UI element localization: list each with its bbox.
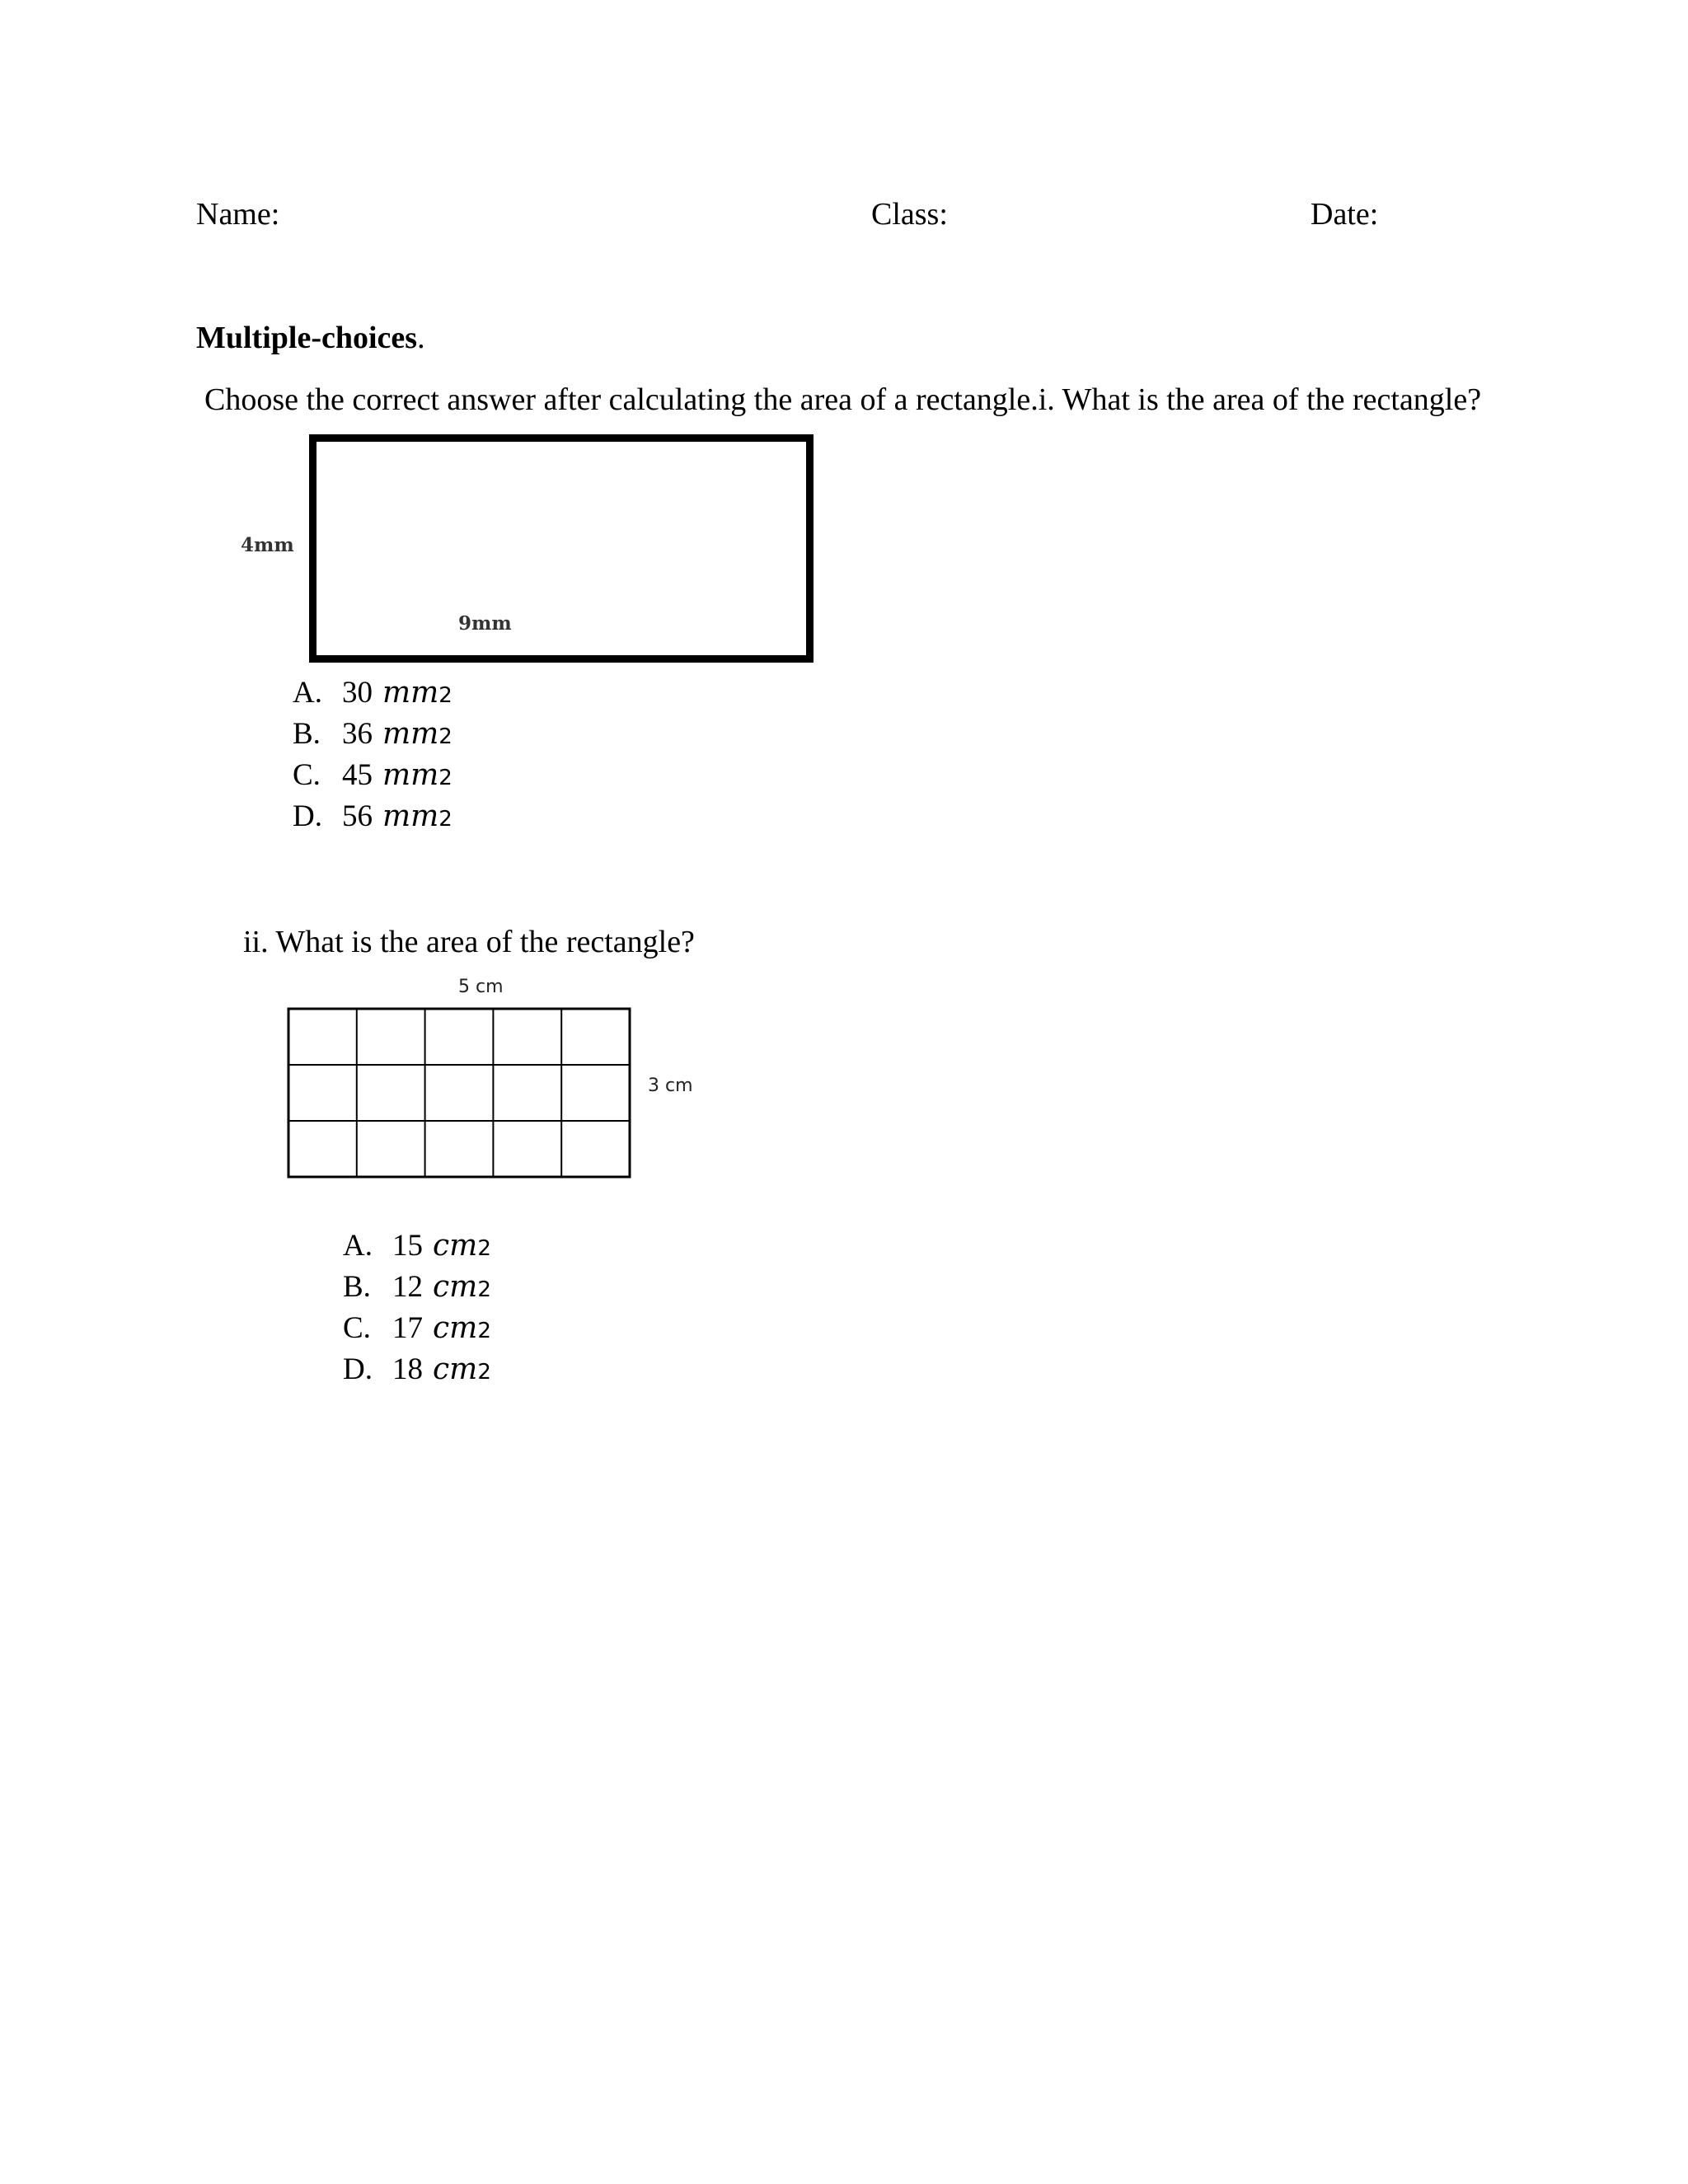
name-label: Name: bbox=[196, 197, 280, 232]
option-c[interactable] bbox=[343, 1308, 491, 1349]
question-1-options bbox=[293, 673, 452, 837]
section-title-bold: Multiple-choices bbox=[196, 321, 418, 355]
grid-outline bbox=[288, 1009, 630, 1177]
question-2-text: ii. What is the area of the rectangle? bbox=[243, 925, 695, 959]
option-letter: A. bbox=[293, 676, 322, 710]
option-exponent: 2 bbox=[438, 724, 452, 749]
option-letter: D. bbox=[293, 799, 322, 833]
rectangle-grid-figure-2 bbox=[287, 1007, 633, 1180]
option-d[interactable] bbox=[343, 1349, 491, 1390]
rectangle-1-height-label: 4mm bbox=[241, 534, 294, 556]
option-value: 56 bbox=[342, 799, 373, 833]
option-unit: mm bbox=[382, 799, 439, 833]
option-unit: cm bbox=[433, 1229, 478, 1263]
option-letter: A. bbox=[343, 1229, 373, 1263]
option-b[interactable] bbox=[293, 714, 452, 755]
rectangle-2-height-label: 3 cm bbox=[648, 1076, 693, 1096]
rectangle-1-width-label: 9mm bbox=[458, 612, 512, 635]
option-value: 15 bbox=[392, 1229, 423, 1263]
option-letter: B. bbox=[293, 717, 321, 751]
option-unit: cm bbox=[433, 1270, 478, 1304]
rectangle-2-width-label: 5 cm bbox=[458, 977, 504, 997]
rectangle-figure-1 bbox=[309, 434, 814, 663]
option-exponent: 2 bbox=[438, 683, 452, 708]
option-exponent: 2 bbox=[477, 1277, 491, 1302]
option-value: 17 bbox=[392, 1311, 423, 1345]
option-b[interactable] bbox=[343, 1267, 491, 1308]
option-letter: C. bbox=[343, 1311, 371, 1345]
option-d[interactable] bbox=[293, 796, 452, 837]
class-label: Class: bbox=[871, 197, 948, 232]
option-value: 36 bbox=[342, 717, 373, 751]
option-exponent: 2 bbox=[438, 766, 452, 790]
section-title-suffix: . bbox=[417, 321, 425, 355]
section-title bbox=[196, 320, 425, 356]
option-value: 18 bbox=[392, 1352, 423, 1386]
option-unit: mm bbox=[382, 717, 439, 751]
option-value: 12 bbox=[392, 1270, 423, 1304]
option-letter: B. bbox=[343, 1270, 371, 1304]
option-exponent: 2 bbox=[477, 1360, 491, 1385]
date-label: Date: bbox=[1311, 197, 1379, 232]
option-unit: mm bbox=[382, 758, 439, 792]
instruction-text: Choose the correct answer after calculating the area of a rectangle.i. What is the area of the rectangle? bbox=[204, 382, 1482, 417]
option-c[interactable] bbox=[293, 755, 452, 796]
option-letter: D. bbox=[343, 1352, 373, 1386]
option-a[interactable] bbox=[293, 673, 452, 714]
option-value: 45 bbox=[342, 758, 373, 792]
option-unit: cm bbox=[433, 1352, 478, 1386]
option-exponent: 2 bbox=[477, 1319, 491, 1343]
question-2-options bbox=[343, 1226, 491, 1390]
option-unit: mm bbox=[382, 676, 439, 710]
option-letter: C. bbox=[293, 758, 321, 792]
option-value: 30 bbox=[342, 676, 373, 710]
option-exponent: 2 bbox=[438, 807, 452, 832]
option-exponent: 2 bbox=[477, 1236, 491, 1261]
option-a[interactable] bbox=[343, 1226, 491, 1267]
option-unit: cm bbox=[433, 1311, 478, 1345]
